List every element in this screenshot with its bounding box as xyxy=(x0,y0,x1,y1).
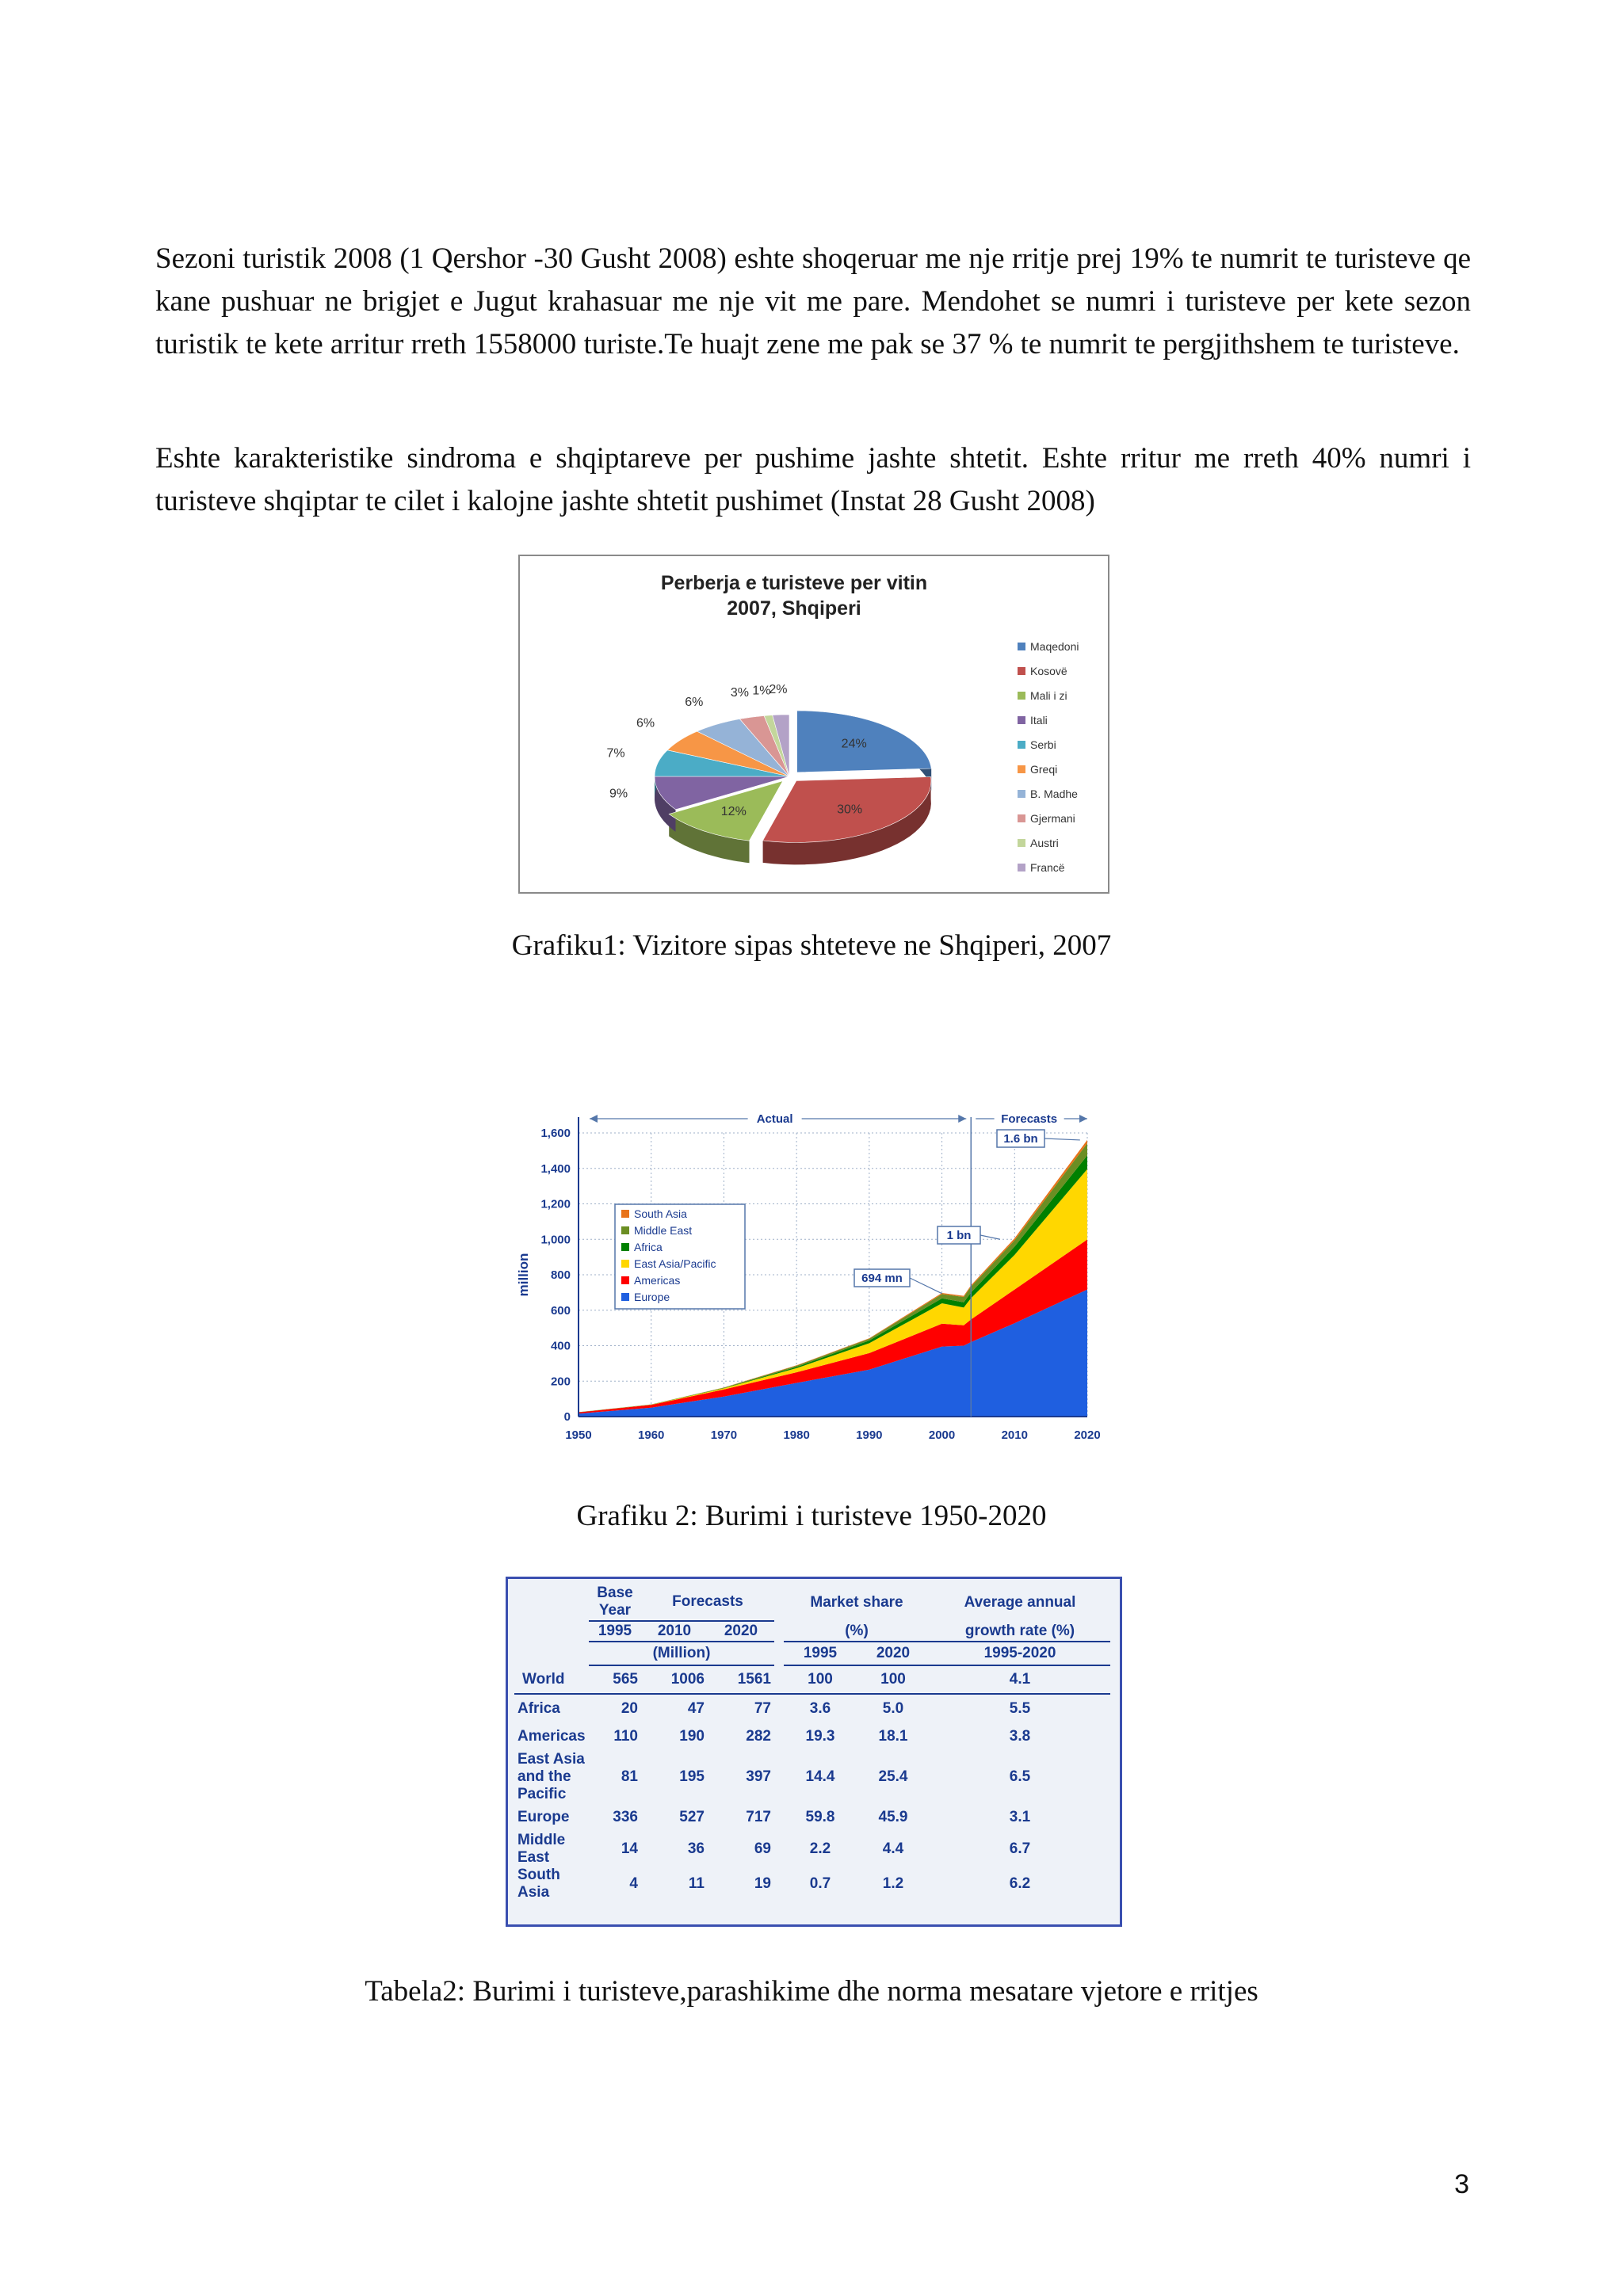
hdr-ms-2020: 2020 xyxy=(857,1642,930,1665)
x-tick-2020: 2020 xyxy=(1074,1428,1101,1442)
legend-label-greqi: Greqi xyxy=(1030,763,1058,776)
table-cell: 5.0 xyxy=(882,1699,904,1717)
y-tick-1-400: 1,400 xyxy=(540,1161,571,1176)
table-cell: 6.7 xyxy=(1009,1840,1031,1857)
row-label: Middle East xyxy=(517,1832,566,1866)
table-cell: 527 xyxy=(679,1809,705,1825)
table-cell: 1561 xyxy=(737,1671,771,1688)
y-tick-1-200: 1,200 xyxy=(540,1197,571,1211)
table-cell: 2.2 xyxy=(809,1840,831,1857)
table-row xyxy=(514,1803,1110,1832)
chart-title-line-1: Perberja e turisteve per vitin xyxy=(660,572,928,594)
table-cell: 336 xyxy=(613,1809,638,1825)
annotation-1-6-bn: 1.6 bn xyxy=(1003,1132,1038,1146)
table-cell: 5.5 xyxy=(1009,1699,1031,1717)
legend-label-serbi: Serbi xyxy=(1030,738,1056,751)
table-cell: 14 xyxy=(621,1840,638,1857)
legend-label-b-madhe: B. Madhe xyxy=(1030,788,1078,800)
legend-swatch-austri xyxy=(1018,839,1025,847)
pie-label-kosov: 30% xyxy=(837,803,863,817)
table-cell: 4.1 xyxy=(1009,1671,1031,1688)
table-cell: 20 xyxy=(621,1699,638,1717)
hdr-market-share: Market share xyxy=(810,1593,903,1611)
table-cell: 4 xyxy=(629,1875,638,1892)
legend-label-franc: Francë xyxy=(1030,861,1065,874)
table-cell: 3.1 xyxy=(1009,1809,1031,1825)
figure-1-caption: Grafiku1: Vizitore sipas shteteve ne Shqiperi, 2007 xyxy=(511,929,1112,962)
figure-2-caption: Grafiku 2: Burimi i turisteve 1950-2020 xyxy=(576,1500,1047,1532)
row-label: Europe xyxy=(517,1809,570,1825)
tourism-table-figure xyxy=(506,1577,1122,1927)
legend-swatch-mali-i-zi xyxy=(1018,692,1025,700)
legend-swatch-africa xyxy=(621,1243,629,1251)
table-row xyxy=(514,1867,1110,1901)
hdr-forecasts: Forecasts xyxy=(641,1584,774,1621)
legend-swatch-east-asia-pacific xyxy=(621,1260,629,1268)
table-cell: 565 xyxy=(613,1671,638,1688)
hdr-growth-2: growth rate (%) xyxy=(964,1622,1075,1639)
legend-label-middle-east: Middle East xyxy=(634,1224,693,1237)
pie-label-itali: 9% xyxy=(609,787,628,801)
table-cell: 282 xyxy=(746,1728,771,1745)
paragraph-2: Eshte karakteristike sindroma e shqiptareve per pushime jashte shtetit. Eshte rritur me rreth 40% numri i turisteve shqiptar te cilet i kalojne jashte shtetit pushimet (Instat 28 Gusht 2008) xyxy=(155,442,1471,517)
row-label: Africa xyxy=(517,1699,560,1717)
legend-label-europe: Europe xyxy=(634,1291,670,1303)
table-cell: 100 xyxy=(880,1671,906,1688)
table-cell: 14.4 xyxy=(805,1768,835,1785)
section-label-forecasts: Forecasts xyxy=(1001,1112,1058,1126)
legend-swatch-gjermani xyxy=(1018,814,1025,822)
pie-label-greqi: 6% xyxy=(636,716,655,730)
section-label-actual: Actual xyxy=(756,1112,793,1126)
table-cell: 69 xyxy=(754,1840,771,1857)
row-label: Americas xyxy=(517,1728,586,1745)
table-cell: 717 xyxy=(746,1809,771,1825)
table-cell: 59.8 xyxy=(805,1809,835,1825)
legend-label-east-asia-pacific: East Asia/Pacific xyxy=(634,1257,716,1270)
table-cell: 45.9 xyxy=(878,1809,908,1825)
x-tick-2000: 2000 xyxy=(928,1428,956,1442)
table-cell: 47 xyxy=(687,1699,705,1717)
area-chart xyxy=(514,1093,1109,1458)
pie-label-austri: 1% xyxy=(752,684,771,698)
y-tick-600: 600 xyxy=(550,1303,571,1318)
legend-label-gjermani: Gjermani xyxy=(1030,812,1075,825)
pie-chart xyxy=(520,556,1108,892)
y-tick-200: 200 xyxy=(550,1375,571,1389)
table-cell: 19.3 xyxy=(805,1728,835,1745)
row-label: South Asia xyxy=(517,1867,560,1901)
pie-chart-figure xyxy=(518,555,1109,894)
table-cell: 100 xyxy=(808,1671,833,1688)
table-cell: 81 xyxy=(621,1768,638,1785)
x-tick-2010: 2010 xyxy=(1001,1428,1028,1442)
table-cell: 397 xyxy=(746,1768,771,1785)
pie-label-b-madhe: 6% xyxy=(685,696,704,710)
pie-label-maqedoni: 24% xyxy=(841,737,867,751)
pie-label-mali-i-zi: 12% xyxy=(720,804,747,818)
y-tick-800: 800 xyxy=(550,1268,571,1282)
legend-label-kosov: Kosovë xyxy=(1030,665,1067,677)
hdr-2020: 2020 xyxy=(724,1623,758,1639)
area-chart-figure xyxy=(514,1093,1109,1458)
table-cell: 3.8 xyxy=(1009,1728,1031,1745)
x-tick-1960: 1960 xyxy=(638,1428,665,1442)
y-axis-label: million xyxy=(516,1253,531,1297)
legend-label-austri: Austri xyxy=(1030,837,1059,849)
table-cell: 25.4 xyxy=(878,1768,908,1785)
pie-label-gjermani: 3% xyxy=(730,686,749,700)
x-tick-1970: 1970 xyxy=(710,1428,738,1442)
legend-swatch-europe xyxy=(621,1293,629,1301)
legend-swatch-americas xyxy=(621,1276,629,1284)
table-cell: 0.7 xyxy=(809,1875,831,1892)
hdr-ms-1995: 1995 xyxy=(784,1642,857,1665)
table-2-caption: Tabela2: Burimi i turisteve,parashikime dhe norma mesatare vjetore e rritjes xyxy=(365,1975,1258,2008)
table-cell: 6.2 xyxy=(1009,1875,1031,1892)
table-cell: 6.5 xyxy=(1009,1768,1031,1785)
chart-title-line-2: 2007, Shqiperi xyxy=(727,597,861,620)
table-cell: 4.4 xyxy=(882,1840,904,1857)
table-cell: 190 xyxy=(679,1728,705,1745)
table-cell: 36 xyxy=(687,1840,705,1857)
table-cell: 110 xyxy=(613,1728,638,1745)
table-cell: 18.1 xyxy=(878,1728,908,1745)
legend-swatch-serbi xyxy=(1018,741,1025,749)
table-row xyxy=(514,1694,1110,1722)
legend-label-south-asia: South Asia xyxy=(634,1207,687,1220)
legend-swatch-south-asia xyxy=(621,1210,629,1218)
table-cell: 77 xyxy=(754,1699,771,1717)
pie-label-serbi: 7% xyxy=(606,746,625,761)
legend-swatch-maqedoni xyxy=(1018,643,1025,650)
legend-swatch-kosov xyxy=(1018,667,1025,675)
table-cell: 19 xyxy=(754,1875,771,1892)
legend-label-maqedoni: Maqedoni xyxy=(1030,640,1079,653)
legend-swatch-franc xyxy=(1018,864,1025,871)
table-cell: 1006 xyxy=(670,1671,705,1688)
y-tick-400: 400 xyxy=(550,1339,571,1353)
table-cell: 195 xyxy=(679,1768,705,1785)
page-number: 3 xyxy=(1454,2169,1469,2199)
legend-swatch-b-madhe xyxy=(1018,790,1025,798)
table-cell: 3.6 xyxy=(809,1699,831,1717)
tourism-table xyxy=(514,1584,1110,1901)
hdr-base-year: Base Year xyxy=(597,1585,633,1619)
legend-swatch-itali xyxy=(1018,716,1025,724)
legend-label-africa: Africa xyxy=(634,1241,663,1253)
hdr-growth: Average annual xyxy=(964,1593,1076,1611)
y-tick-1-000: 1,000 xyxy=(540,1233,571,1247)
annotation-694-mn: 694 mn xyxy=(861,1272,903,1285)
hdr-million: (Million) xyxy=(589,1642,774,1665)
table-cell: 11 xyxy=(688,1875,705,1892)
y-tick-1-600: 1,600 xyxy=(540,1127,571,1140)
table-cell: 1.2 xyxy=(882,1875,904,1892)
hdr-2010: 2010 xyxy=(657,1623,692,1639)
x-tick-1990: 1990 xyxy=(856,1428,883,1442)
legend-swatch-middle-east xyxy=(621,1226,629,1234)
annotation-1-bn: 1 bn xyxy=(946,1229,972,1242)
hdr-growth-period: 1995-2020 xyxy=(930,1642,1110,1665)
x-tick-1950: 1950 xyxy=(565,1428,592,1442)
legend-label-itali: Itali xyxy=(1030,714,1048,727)
table-row xyxy=(514,1722,1110,1751)
y-tick-0: 0 xyxy=(563,1410,571,1424)
legend-label-mali-i-zi: Mali i zi xyxy=(1030,689,1067,702)
paragraph-1: Sezoni turistik 2008 (1 Qershor -30 Gusht 2008) eshte shoqeruar me nje rritje prej 19% te numrit te turisteve qe kane pushuar ne brigjet e Jugut krahasuar me nje vit me pare. Mendohet se numri i turisteve per kete sezon turistik te kete arritur rreth 1558000 turiste.Te huajt zene me pak se 37 % te numrit te pergjithshem te turisteve. xyxy=(155,242,1471,360)
table-row xyxy=(514,1751,1110,1803)
x-tick-1980: 1980 xyxy=(783,1428,810,1442)
legend-swatch-greqi xyxy=(1018,765,1025,773)
hdr-market-share-unit: (%) xyxy=(845,1622,869,1639)
table-row xyxy=(514,1832,1110,1867)
row-label: World xyxy=(522,1670,565,1688)
legend-label-americas: Americas xyxy=(634,1274,681,1287)
table-row xyxy=(514,1665,1110,1694)
hdr-base-1995: 1995 xyxy=(589,1621,641,1642)
pie-label-franc: 2% xyxy=(769,683,788,697)
row-label: East Asia and the Pacific xyxy=(517,1751,585,1802)
